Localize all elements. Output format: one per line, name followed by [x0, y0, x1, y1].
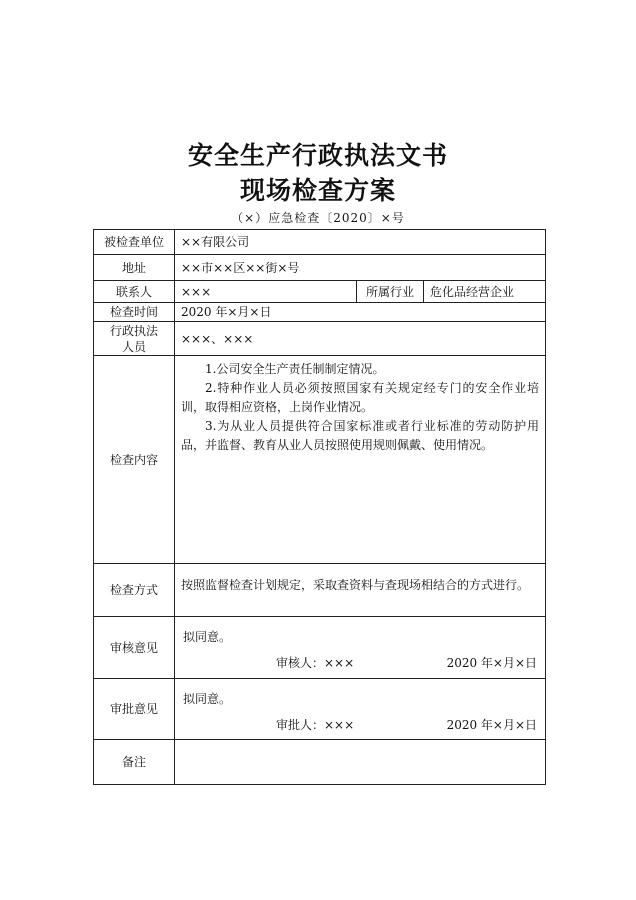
approval-label: 审批意见 — [94, 679, 175, 740]
document-number: （×）应急检查〔2020〕×号 — [231, 211, 405, 225]
approval-date: 2020 年×月×日 — [446, 718, 538, 732]
approval-cell — [175, 679, 546, 740]
personnel-label-line2: 人员 — [121, 339, 146, 354]
row-review — [94, 617, 546, 679]
document-subtitle: 现场检查方案 — [239, 176, 396, 205]
remarks-value — [175, 740, 546, 785]
time-value: 2020 年×月×日 — [175, 303, 546, 322]
approval-opinion: 拟同意。 — [183, 692, 232, 706]
contact-value: ××× — [175, 281, 357, 303]
personnel-value: ×××、××× — [175, 322, 546, 356]
review-label: 审核意见 — [94, 617, 175, 679]
row-approval — [94, 679, 546, 740]
content-value — [175, 356, 546, 564]
method-value: 按照监督检查计划规定，采取查资料与查现场相结合的方式进行。 — [175, 564, 546, 617]
row-content — [94, 356, 546, 564]
row-time — [94, 303, 546, 322]
address-label: 地址 — [94, 255, 175, 281]
personnel-label-line1: 行政执法 — [109, 323, 158, 338]
review-signer: 审核人：××× — [276, 656, 355, 670]
inspection-plan-table — [93, 229, 546, 785]
approval-signer: 审批人：××× — [276, 718, 355, 732]
method-label: 检查方式 — [94, 564, 175, 617]
inspected-unit-label: 被检查单位 — [94, 230, 175, 255]
industry-label: 所属行业 — [357, 281, 424, 303]
document-title: 安全生产行政执法文书 — [187, 141, 448, 170]
row-address — [94, 255, 546, 281]
row-method — [94, 564, 546, 617]
review-opinion: 拟同意。 — [183, 630, 232, 644]
content-item: 3.为从业人员提供符合国家标准或者行业标准的劳动防护用品，并监督、教育从业人员按照使用规则佩戴、使用情况。 — [181, 419, 540, 452]
industry-value: 危化品经营企业 — [424, 281, 546, 303]
inspected-unit-value: ××有限公司 — [175, 230, 546, 255]
row-remarks — [94, 740, 546, 785]
content-item: 2.特种作业人员必须按照国家有关规定经专门的安全作业培训，取得相应资格，上岗作业情况。 — [181, 381, 540, 414]
remarks-label: 备注 — [94, 740, 175, 785]
row-personnel — [94, 322, 546, 356]
personnel-label — [94, 322, 175, 356]
review-cell — [175, 617, 546, 679]
review-date: 2020 年×月×日 — [446, 656, 538, 670]
contact-label: 联系人 — [94, 281, 175, 303]
content-item: 1.公司安全生产责任制制定情况。 — [205, 362, 385, 376]
address-value: ××市××区××街×号 — [175, 255, 546, 281]
time-label: 检查时间 — [94, 303, 175, 322]
content-label: 检查内容 — [94, 356, 175, 564]
row-contact — [94, 281, 546, 303]
row-inspected-unit — [94, 230, 546, 255]
